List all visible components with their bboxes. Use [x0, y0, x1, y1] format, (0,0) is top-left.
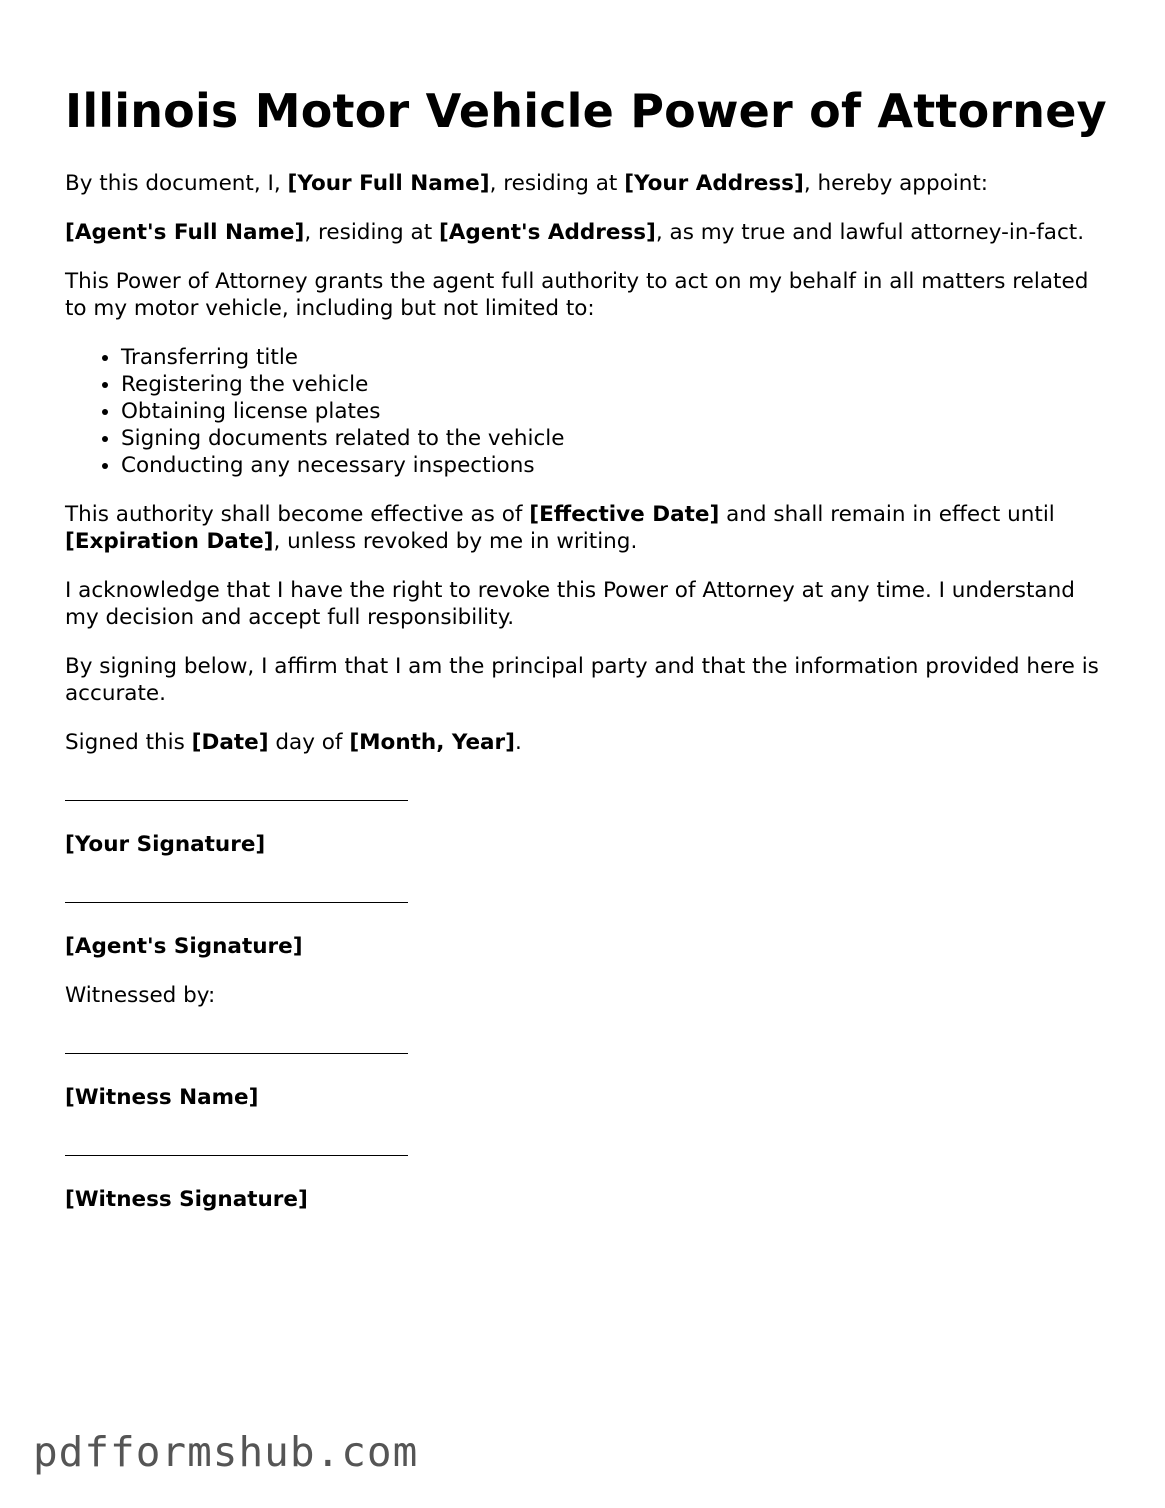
signed-paragraph — [65, 729, 1100, 756]
intro-text-3: , hereby appoint: — [803, 171, 989, 196]
powers-list — [65, 344, 1100, 479]
agent-paragraph — [65, 219, 1100, 246]
list-item: • Transferring title — [121, 344, 1100, 371]
witness-signature-label: [Witness Signature] — [65, 1187, 308, 1212]
agent-text-1: , residing at — [304, 220, 439, 245]
your-signature-label: [Your Signature] — [65, 832, 266, 857]
document-page — [65, 78, 1107, 1235]
list-item: • Conducting any necessary inspections — [121, 452, 1100, 479]
acknowledge-paragraph: I acknowledge that I have the right to revoke this Power of Attorney at any time. I understand my decision and accept full responsibility. — [65, 578, 1075, 630]
affirm-paragraph: By signing below, I affirm that I am the principal party and that the information provided here is accurate. — [65, 654, 1099, 706]
effective-text-2: and shall remain in effect until — [719, 502, 1055, 527]
list-item: • Signing documents related to the vehicle — [121, 425, 1100, 452]
expiration-date-placeholder: [Expiration Date] — [65, 529, 274, 554]
intro-text-1: By this document, I, — [65, 171, 288, 196]
agent-address-placeholder: [Agent's Address] — [438, 220, 656, 245]
signed-text-3: . — [514, 730, 522, 755]
effective-text-1: This authority shall become effective as of — [65, 502, 530, 527]
witness-name-line[interactable] — [65, 1053, 408, 1054]
effective-paragraph — [65, 501, 1100, 555]
agent-signature-line[interactable] — [65, 902, 408, 903]
effective-date-placeholder: [Effective Date] — [529, 502, 720, 527]
effective-text-3: , unless revoked by me in writing. — [273, 529, 638, 554]
agent-text-2: , as my true and lawful attorney-in-fact. — [655, 220, 1085, 245]
intro-text-2: , residing at — [489, 171, 625, 196]
list-item: • Registering the vehicle — [121, 371, 1100, 398]
watermark-text: pdfformshub.com — [33, 1428, 419, 1476]
witness-name-label: [Witness Name] — [65, 1085, 259, 1110]
witness-signature-line[interactable] — [65, 1155, 408, 1156]
month-year-placeholder: [Month, Year] — [349, 730, 515, 755]
witnessed-by-label: Witnessed by: — [65, 983, 216, 1008]
signed-text-1: Signed this — [65, 730, 192, 755]
agent-signature-label: [Agent's Signature] — [65, 934, 303, 959]
principal-name-placeholder: [Your Full Name] — [287, 171, 490, 196]
principal-address-placeholder: [Your Address] — [624, 171, 804, 196]
date-placeholder: [Date] — [191, 730, 269, 755]
your-signature-line[interactable] — [65, 800, 408, 801]
document-title: Illinois Motor Vehicle Power of Attorney — [65, 84, 1107, 138]
agent-name-placeholder: [Agent's Full Name] — [65, 220, 305, 245]
intro-paragraph — [65, 170, 1100, 197]
signed-text-2: day of — [268, 730, 350, 755]
list-item: • Obtaining license plates — [121, 398, 1100, 425]
grant-paragraph: This Power of Attorney grants the agent full authority to act on my behalf in all matters related to my motor vehicle, including but not limited to: — [65, 269, 1089, 321]
